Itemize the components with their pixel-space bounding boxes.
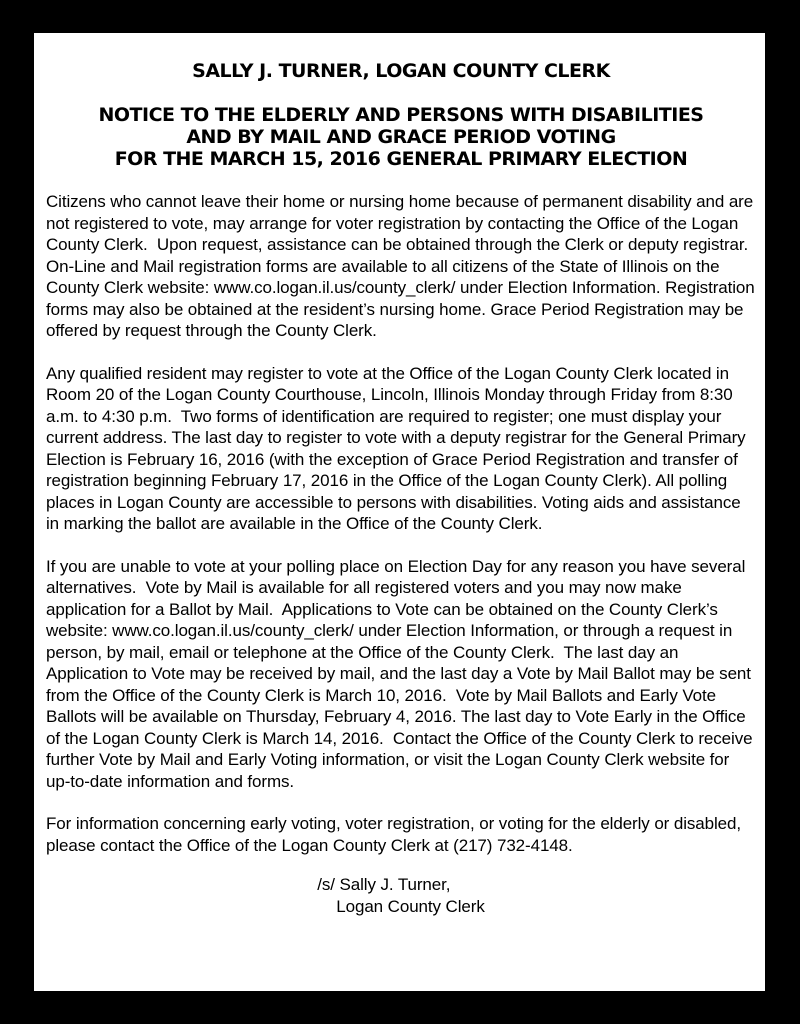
signature-title: Logan County Clerk bbox=[336, 896, 485, 916]
paragraph-registration-homebound: Citizens who cannot leave their home or nursing home because of permanent disability and are not registered to vote, may arrange for voter registration by contacting the Office of the Logan County Clerk. Upon request, assistance can be obtained through the Clerk or deputy registrar. On-Line and Mail registration forms are available to all citizens of the State of Illinois on the County Clerk website: www.co.logan.il.us/county_clerk/ under Election Information. Registration forms may also be obtained at the resident’s nursing home. Grace Period Registration may be offered by request through the County Clerk. bbox=[46, 192, 760, 340]
notice-heading-line-3: FOR THE MARCH 15, 2016 GENERAL PRIMARY ELECTION bbox=[114, 148, 688, 170]
notice-heading-line-2: AND BY MAIL AND GRACE PERIOD VOTING bbox=[186, 126, 616, 148]
signature-inner bbox=[317, 874, 484, 917]
notice-body bbox=[46, 191, 760, 917]
paragraph-vote-by-mail-early-voting: If you are unable to vote at your polling place on Election Day for any reason you have several alternatives. Vote by Mail is available for all registered voters and you may now make application for a Ballot by Mail. Applications to Vote can be obtained on the County Clerk’s website: www.co.logan.il.us/county_clerk/ under Election Information, or through a request in person, by mail, email or telephone at the Office of the County Clerk. The last day an Application to Vote may be received by mail, and the last day a Vote by Mail Ballot may be sent from the Office of the County Clerk is March 10, 2016. Vote by Mail Ballots and Early Vote Ballots will be available on Thursday, February 4, 2016. The last day to Vote Early in the Office of the Logan County Clerk is March 14, 2016. Contact the Office of the County Clerk to receive further Vote by Mail and Early Voting information, or visit the Logan County Clerk website for up-to-date information and forms. bbox=[46, 556, 758, 791]
notice-heading-line-1: NOTICE TO THE ELDERLY AND PERSONS WITH DISABILITIES bbox=[98, 104, 704, 126]
signature-block bbox=[46, 874, 756, 917]
paragraph-register-in-person: Any qualified resident may register to vote at the Office of the Logan County Clerk located in Room 20 of the Logan County Courthouse, Lincoln, Illinois Monday through Friday from 8:30 a.m. to 4:30 p.m. Two forms of identification are required to register; one must display your current address. The last day to register to vote with a deputy registrar for the General Primary Election is February 16, 2016 (with the exception of Grace Period Registration and transfer of registration beginning February 17, 2016 in the Office of the Logan County Clerk). All polling places in Logan County are accessible to persons with disabilities. Voting aids and assistance in marking the ballot are available in the Office of the County Clerk. bbox=[46, 363, 751, 533]
document-title: SALLY J. TURNER, LOGAN COUNTY CLERK bbox=[192, 60, 610, 82]
signature-name: /s/ Sally J. Turner, bbox=[317, 875, 451, 894]
notice-heading bbox=[46, 104, 756, 170]
notice-page bbox=[34, 33, 765, 991]
paragraph-contact-info: For information concerning early voting, voter registration, or voting for the elderly or disabled, please contact the Office of the Logan County Clerk at (217) 732-4148. bbox=[46, 814, 746, 855]
